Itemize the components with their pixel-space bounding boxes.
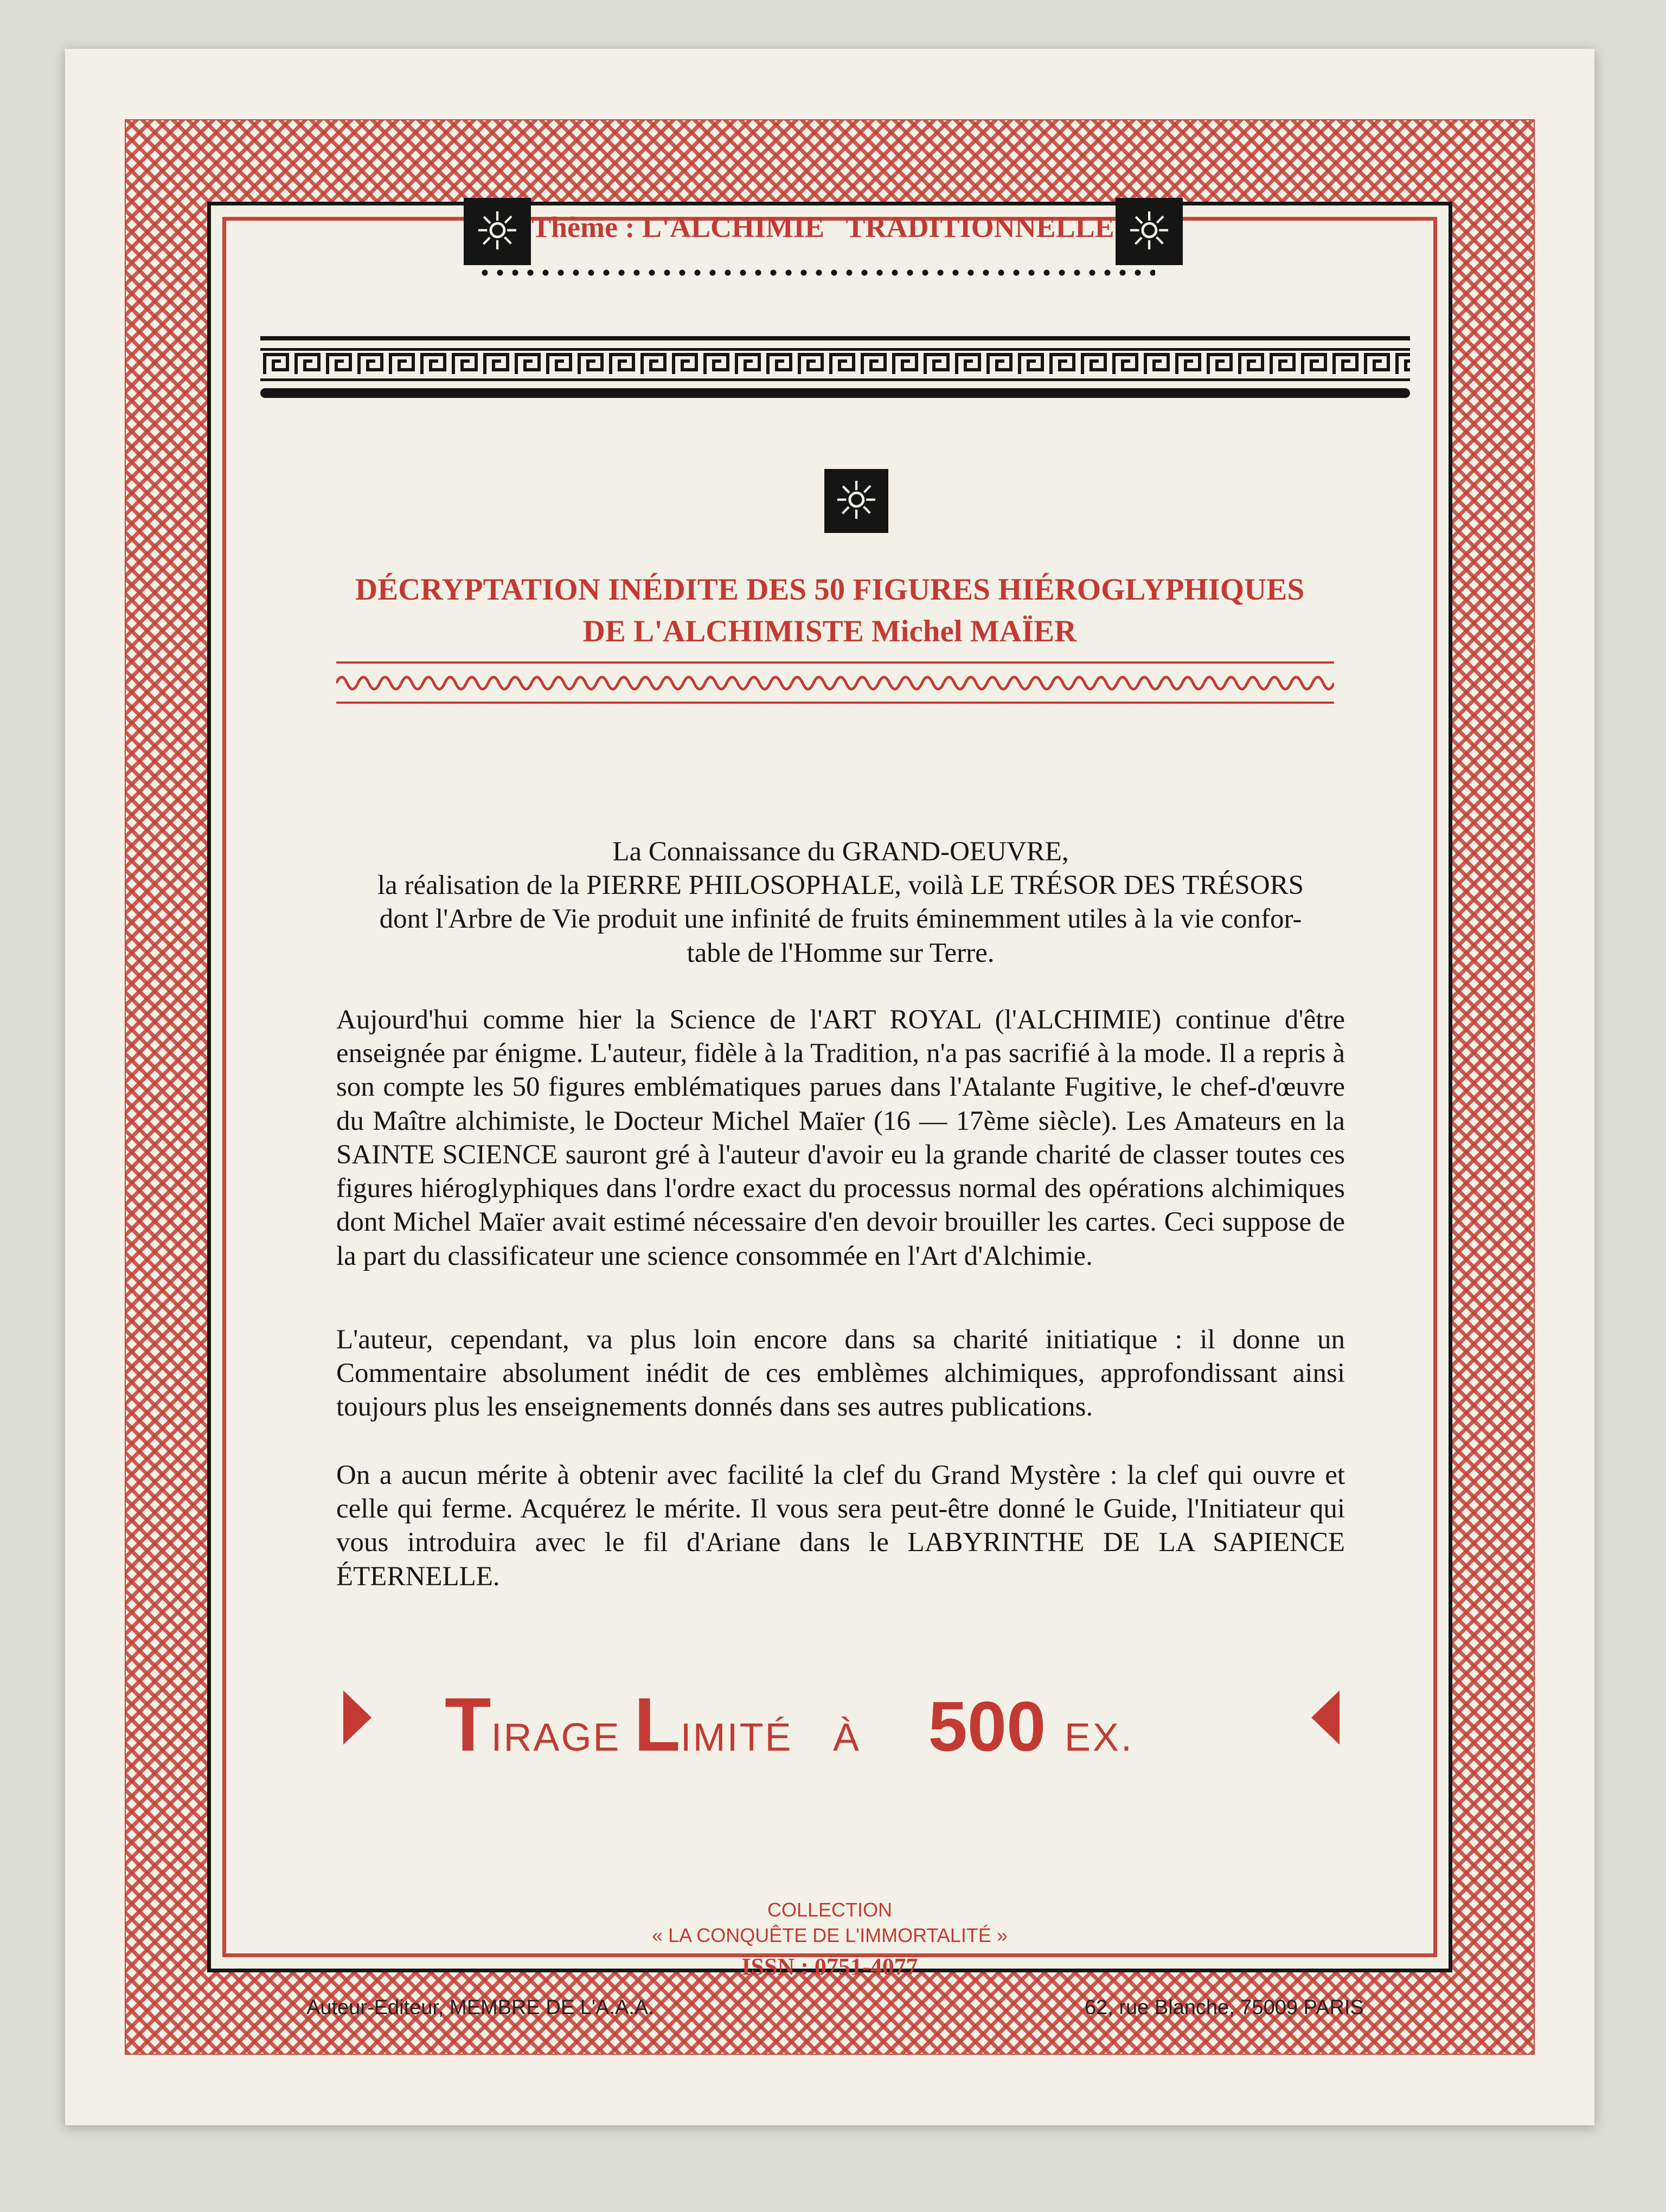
- edition-count: 500: [928, 1687, 1046, 1766]
- paragraph-2-text: Aujourd'hui comme hier la Science de l'ART ROYAL (l'ALCHIMIE) continue d'être enseignée par énigme. L'auteur, fidèle à la Tradition, n'a pas sacrifié à la mode. Il a repris à son compte les 50 figures emblématiques parues dans l'Atalante Fugitive, le chef-d'œuvre du Maître alchimiste, le Docteur Michel Maïer (16 — 17ème siècle). Les Amateurs en la SAINTE SCIENCE sauront gré à l'auteur d'avoir eu la grande charité de classer toutes ces figures hiéroglyphiques dans l'ordre exact du processus normal des opérations alchimiques dont Michel Maïer avait estimé nécessaire d'en devoir brouiller les cartes. Ceci suppose de la part du classificateur une science consommée en l'Art d'Alchimie.: [336, 1005, 1345, 1271]
- intro-line-1: La Connaissance du GRAND-OEUVRE,: [612, 837, 1069, 867]
- body-paragraph-3: [336, 1323, 1345, 1424]
- sun-medallion-icon-right: ☼: [1116, 198, 1183, 265]
- triangle-right-icon: [1311, 1690, 1340, 1745]
- body-paragraph-4: [336, 1458, 1345, 1593]
- wave-ornament-band: [336, 661, 1334, 705]
- triangle-left-icon: [343, 1690, 371, 1745]
- sun-medallion-icon-center: ☼: [824, 469, 888, 533]
- tirage-initial: T: [445, 1682, 491, 1767]
- greek-key-band: [260, 336, 1410, 401]
- theme-heading: [531, 210, 1114, 244]
- collection-label: COLLECTION: [767, 1899, 893, 1921]
- book-back-cover: [65, 49, 1594, 2125]
- footer-address: 62, rue Blanche, 75009 PARIS: [1085, 1996, 1364, 2019]
- collection-block: [553, 1898, 1106, 1949]
- footer-publisher: Auteur-Editeur, MEMBRE DE L'A.A.A.: [306, 1996, 654, 2019]
- collection-name: « LA CONQUÊTE DE L'IMMORTALITÉ »: [652, 1924, 1008, 1946]
- book-title: [228, 569, 1432, 653]
- limite-initial: L: [634, 1682, 681, 1767]
- theme-value: L'ALCHIMIE TRADITIONNELLE: [642, 211, 1114, 243]
- sun-medallion-icon-left: ☼: [464, 198, 531, 265]
- body-paragraph-2: [336, 1003, 1345, 1273]
- ex-abbrev: EX.: [1064, 1716, 1134, 1759]
- issn: ISSN : 0751-4077: [741, 1953, 918, 1980]
- intro-line-4: table de l'Homme sur Terre.: [687, 937, 995, 968]
- intro-paragraph: [336, 835, 1345, 970]
- tirage-rest: IRAGE: [491, 1716, 621, 1759]
- a-word: À: [833, 1716, 861, 1759]
- title-line-1: DÉCRYPTATION INÉDITE DES 50 FIGURES HIÉROGLYPHIQUES: [355, 573, 1305, 607]
- limite-rest: IMITÉ: [680, 1716, 793, 1759]
- theme-label: Thème :: [531, 211, 635, 243]
- paragraph-3-text: L'auteur, cependant, va plus loin encore dans sa charité initiatique : il donne un Commentaire absolument inédit de ces emblèmes alchimiques, approfondissant ainsi toujours plus les enseignements donnés dans ses autres publications.: [336, 1324, 1345, 1423]
- paragraph-4-text: On a aucun mérite à obtenir avec facilité la clef du Grand Mystère : la clef qui ouvre et celle qui ferme. Acquérez le mérite. Il vous sera peut-être donné le Guide, l'Initiateur qui vous introduira avec le fil d'Ariane dans le LABYRINTHE DE LA SAPIENCE ÉTERNELLE.: [336, 1460, 1345, 1592]
- title-line-2: DE L'ALCHIMISTE Michel MAÏER: [582, 614, 1077, 648]
- limited-edition-banner: [445, 1681, 1236, 1769]
- intro-line-2: la réalisation de la PIERRE PHILOSOPHALE, voilà LE TRÉSOR DES TRÉSORS: [377, 870, 1304, 901]
- dotted-ornament: [477, 266, 1155, 280]
- intro-line-3: dont l'Arbre de Vie produit une infinité de fruits éminemment utiles à la vie confor-: [379, 904, 1302, 935]
